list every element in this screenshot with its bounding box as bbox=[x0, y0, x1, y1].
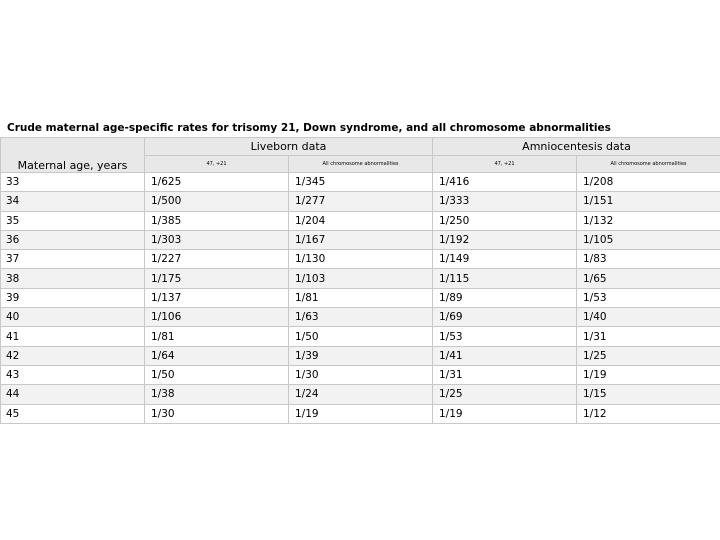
table-row bbox=[1, 211, 720, 230]
cell-liveborn-all-abnormalities: 1/30 bbox=[289, 365, 433, 384]
cell-amnio-trisomy21: 1/192 bbox=[433, 230, 577, 249]
cell-maternal-age: 37 bbox=[1, 250, 145, 269]
cell-amnio-trisomy21: 1/89 bbox=[433, 288, 577, 307]
cell-liveborn-all-abnormalities: 1/130 bbox=[289, 250, 433, 269]
header-liveborn-data: Liveborn data bbox=[145, 138, 433, 156]
cell-liveborn-trisomy21: 1/64 bbox=[145, 346, 289, 365]
table-row bbox=[1, 404, 720, 423]
cell-liveborn-trisomy21: 1/137 bbox=[145, 288, 289, 307]
cell-amnio-trisomy21: 1/416 bbox=[433, 173, 577, 192]
cell-liveborn-all-abnormalities: 1/167 bbox=[289, 230, 433, 249]
cell-amnio-trisomy21: 1/115 bbox=[433, 269, 577, 288]
cell-maternal-age: 45 bbox=[1, 404, 145, 423]
cell-maternal-age: 34 bbox=[1, 192, 145, 211]
table-row bbox=[1, 308, 720, 327]
cell-amnio-all-abnormalities: 1/12 bbox=[577, 404, 720, 423]
cell-amnio-trisomy21: 1/149 bbox=[433, 250, 577, 269]
cell-liveborn-all-abnormalities: 1/63 bbox=[289, 308, 433, 327]
rates-table bbox=[0, 137, 720, 424]
cell-amnio-trisomy21: 1/250 bbox=[433, 211, 577, 230]
cell-amnio-all-abnormalities: 1/151 bbox=[577, 192, 720, 211]
cell-liveborn-all-abnormalities: 1/204 bbox=[289, 211, 433, 230]
cell-liveborn-all-abnormalities: 1/103 bbox=[289, 269, 433, 288]
header-amnio-trisomy21: 47, +21 bbox=[433, 156, 577, 173]
cell-amnio-all-abnormalities: 1/65 bbox=[577, 269, 720, 288]
cell-liveborn-trisomy21: 1/303 bbox=[145, 230, 289, 249]
cell-maternal-age: 40 bbox=[1, 308, 145, 327]
cell-liveborn-trisomy21: 1/106 bbox=[145, 308, 289, 327]
header-liveborn-all-abnormalities: All chromosome abnormalities bbox=[289, 156, 433, 173]
table-row bbox=[1, 192, 720, 211]
cell-maternal-age: 42 bbox=[1, 346, 145, 365]
cell-amnio-all-abnormalities: 1/53 bbox=[577, 288, 720, 307]
cell-amnio-trisomy21: 1/69 bbox=[433, 308, 577, 327]
cell-maternal-age: 38 bbox=[1, 269, 145, 288]
cell-maternal-age: 39 bbox=[1, 288, 145, 307]
cell-liveborn-trisomy21: 1/625 bbox=[145, 173, 289, 192]
cell-maternal-age: 41 bbox=[1, 327, 145, 346]
table-row bbox=[1, 230, 720, 249]
cell-amnio-all-abnormalities: 1/15 bbox=[577, 385, 720, 404]
cell-liveborn-trisomy21: 1/30 bbox=[145, 404, 289, 423]
header-amnio-all-abnormalities: All chromosome abnormalities bbox=[577, 156, 720, 173]
table-row bbox=[1, 173, 720, 192]
header-maternal-age: Maternal age, years bbox=[1, 138, 145, 173]
cell-liveborn-trisomy21: 1/227 bbox=[145, 250, 289, 269]
cell-liveborn-trisomy21: 1/50 bbox=[145, 365, 289, 384]
cell-liveborn-all-abnormalities: 1/50 bbox=[289, 327, 433, 346]
cell-liveborn-all-abnormalities: 1/19 bbox=[289, 404, 433, 423]
cell-amnio-trisomy21: 1/333 bbox=[433, 192, 577, 211]
cell-maternal-age: 43 bbox=[1, 365, 145, 384]
cell-liveborn-all-abnormalities: 1/24 bbox=[289, 385, 433, 404]
cell-amnio-all-abnormalities: 1/31 bbox=[577, 327, 720, 346]
cell-maternal-age: 36 bbox=[1, 230, 145, 249]
cell-liveborn-all-abnormalities: 1/81 bbox=[289, 288, 433, 307]
header-amniocentesis-data: Amniocentesis data bbox=[433, 138, 720, 156]
table-row bbox=[1, 288, 720, 307]
table-row bbox=[1, 250, 720, 269]
cell-amnio-all-abnormalities: 1/19 bbox=[577, 365, 720, 384]
cell-amnio-all-abnormalities: 1/83 bbox=[577, 250, 720, 269]
table-row bbox=[1, 346, 720, 365]
cell-liveborn-trisomy21: 1/81 bbox=[145, 327, 289, 346]
cell-liveborn-trisomy21: 1/385 bbox=[145, 211, 289, 230]
cell-amnio-trisomy21: 1/25 bbox=[433, 385, 577, 404]
cell-amnio-trisomy21: 1/19 bbox=[433, 404, 577, 423]
table-title: Crude maternal age-specific rates for trisomy 21, Down syndrome, and all chromosome abnormalities bbox=[7, 122, 611, 134]
cell-liveborn-all-abnormalities: 1/345 bbox=[289, 173, 433, 192]
cell-amnio-trisomy21: 1/31 bbox=[433, 365, 577, 384]
cell-amnio-trisomy21: 1/41 bbox=[433, 346, 577, 365]
cell-liveborn-trisomy21: 1/500 bbox=[145, 192, 289, 211]
cell-amnio-all-abnormalities: 1/25 bbox=[577, 346, 720, 365]
table-row bbox=[1, 385, 720, 404]
cell-maternal-age: 33 bbox=[1, 173, 145, 192]
cell-amnio-trisomy21: 1/53 bbox=[433, 327, 577, 346]
table-row bbox=[1, 269, 720, 288]
cell-maternal-age: 44 bbox=[1, 385, 145, 404]
cell-amnio-all-abnormalities: 1/40 bbox=[577, 308, 720, 327]
header-liveborn-trisomy21: 47, +21 bbox=[145, 156, 289, 173]
cell-maternal-age: 35 bbox=[1, 211, 145, 230]
table-row bbox=[1, 365, 720, 384]
table-row bbox=[1, 327, 720, 346]
cell-liveborn-trisomy21: 1/175 bbox=[145, 269, 289, 288]
cell-liveborn-trisomy21: 1/38 bbox=[145, 385, 289, 404]
cell-amnio-all-abnormalities: 1/208 bbox=[577, 173, 720, 192]
cell-liveborn-all-abnormalities: 1/277 bbox=[289, 192, 433, 211]
cell-liveborn-all-abnormalities: 1/39 bbox=[289, 346, 433, 365]
cell-amnio-all-abnormalities: 1/105 bbox=[577, 230, 720, 249]
cell-amnio-all-abnormalities: 1/132 bbox=[577, 211, 720, 230]
